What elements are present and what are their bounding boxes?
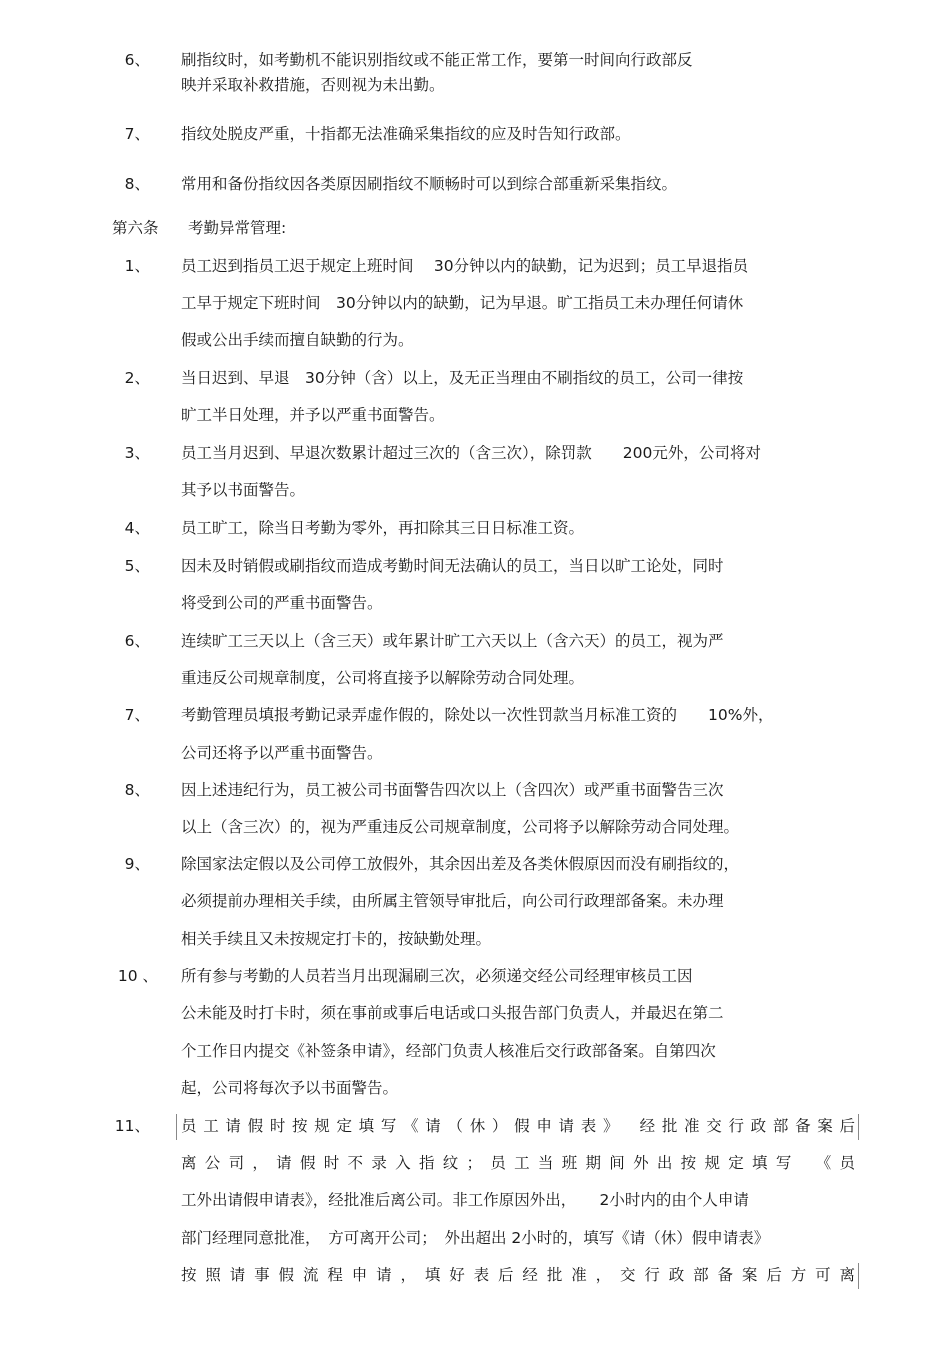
item-text-line: 除国家法定假以及公司停工放假外，其余因出差及各类休假原因而没有刷指纹的，: [181, 855, 740, 873]
item-number: 5、: [124, 557, 150, 575]
frame-line: [858, 1114, 859, 1140]
item-text-line: 映并采取补救措施，否则视为未出勤。: [181, 76, 445, 94]
item-number: 11、: [114, 1117, 150, 1135]
item-text-line: 员工旷工，除当日考勤为零外，再扣除其三日日标准工资。: [181, 519, 585, 537]
item-text-line: 公未能及时打卡时，须在事前或事后电话或口头报告部门负责人，并最迟在第二: [181, 1004, 724, 1022]
item-text-line: 相关手续且又未按规定打卡的，按缺勤处理。: [181, 930, 492, 948]
item-text-line: 个工作日内提交《补签条申请》，经部门负责人核准后交行政部备案。自第四次: [181, 1042, 716, 1060]
item-text-line: 因上述违纪行为，员工被公司书面警告四次以上（含四次）或严重书面警告三次: [181, 781, 724, 799]
item-text-line: 员工当月迟到、早退次数累计超过三次的（含三次），除罚款 200元外，公司将对: [181, 444, 761, 462]
item-text-line: 连续旷工三天以上（含三天）或年累计旷工六天以上（含六天）的员工，视为严: [181, 632, 724, 650]
item-text-line: 重违反公司规章制度，公司将直接予以解除劳动合同处理。: [181, 669, 585, 687]
item-number: 10 、: [117, 967, 158, 985]
item-text-line: 所有参与考勤的人员若当月出现漏刷三次，必须递交经公司经理审核员工因: [181, 967, 693, 985]
item-text-line: 旷工半日处理，并予以严重书面警告。: [181, 406, 445, 424]
section-title: 考勤异常管理:: [188, 219, 287, 237]
item-text-line: 起，公司将每次予以书面警告。: [181, 1079, 399, 1097]
item-text-line: 按照请事假流程申请，填好表后经批准，交行政部备案后方可离: [181, 1266, 855, 1284]
item-text-line: 工外出请假申请表》，经批准后离公司。非工作原因外出， 2小时内的由个人申请: [181, 1191, 749, 1209]
item-number: 7、: [124, 706, 150, 724]
item-text-line: 以上（含三次）的，视为严重违反公司规章制度，公司将予以解除劳动合同处理。: [181, 818, 740, 836]
item-number: 3、: [124, 444, 150, 462]
item-text-line: 因未及时销假或刷指纹而造成考勤时间无法确认的员工，当日以旷工论处，同时: [181, 557, 724, 575]
item-number: 9、: [124, 855, 150, 873]
item-text-line: 公司还将予以严重书面警告。: [181, 744, 383, 762]
item-number: 8、: [124, 175, 150, 193]
item-text-line: 工早于规定下班时间 30分钟以内的缺勤，记为早退。旷工指员工未办理任何请休: [181, 294, 744, 312]
item-number: 8、: [124, 781, 150, 799]
item-number: 6、: [124, 632, 150, 650]
item-text-line: 刷指纹时，如考勤机不能识别指纹或不能正常工作，要第一时间向行政部反: [181, 51, 693, 69]
item-text-line: 考勤管理员填报考勤记录弄虚作假的，除处以一次性罚款当月标准工资的 10%外，: [181, 706, 774, 724]
item-text-line: 指纹处脱皮严重，十指都无法准确采集指纹的应及时告知行政部。: [181, 125, 631, 143]
item-number: 6、: [124, 51, 150, 69]
item-text-line: 部门经理同意批准， 方可离开公司； 外出超出 2小时的，填写《请（休）假申请表》: [181, 1229, 770, 1247]
item-text-line: 常用和备份指纹因各类原因刷指纹不顺畅时可以到综合部重新采集指纹。: [181, 175, 678, 193]
item-text-line: 员工请假时按规定填写《请（休）假申请表》 经批准交行政部备案后: [181, 1117, 855, 1135]
item-text-line: 假或公出手续而擅自缺勤的行为。: [181, 331, 414, 349]
item-text-line: 将受到公司的严重书面警告。: [181, 594, 383, 612]
section-label: 第六条: [112, 219, 159, 237]
item-text-line: 离公司，请假时不录入指纹；员工当班期间外出按规定填写 《员: [181, 1154, 855, 1172]
item-number: 7、: [124, 125, 150, 143]
item-text-line: 其予以书面警告。: [181, 481, 306, 499]
item-number: 1、: [124, 257, 150, 275]
frame-line: [176, 1114, 177, 1140]
item-text-line: 当日迟到、早退 30分钟（含）以上，及无正当理由不刷指纹的员工，公司一律按: [181, 369, 744, 387]
item-text-line: 员工迟到指员工迟于规定上班时间 30分钟以内的缺勤，记为迟到；员工早退指员: [181, 257, 749, 275]
item-number: 2、: [124, 369, 150, 387]
item-number: 4、: [124, 519, 150, 537]
frame-line: [858, 1263, 859, 1289]
item-text-line: 必须提前办理相关手续，由所属主管领导审批后，向公司行政理部备案。未办理: [181, 892, 724, 910]
